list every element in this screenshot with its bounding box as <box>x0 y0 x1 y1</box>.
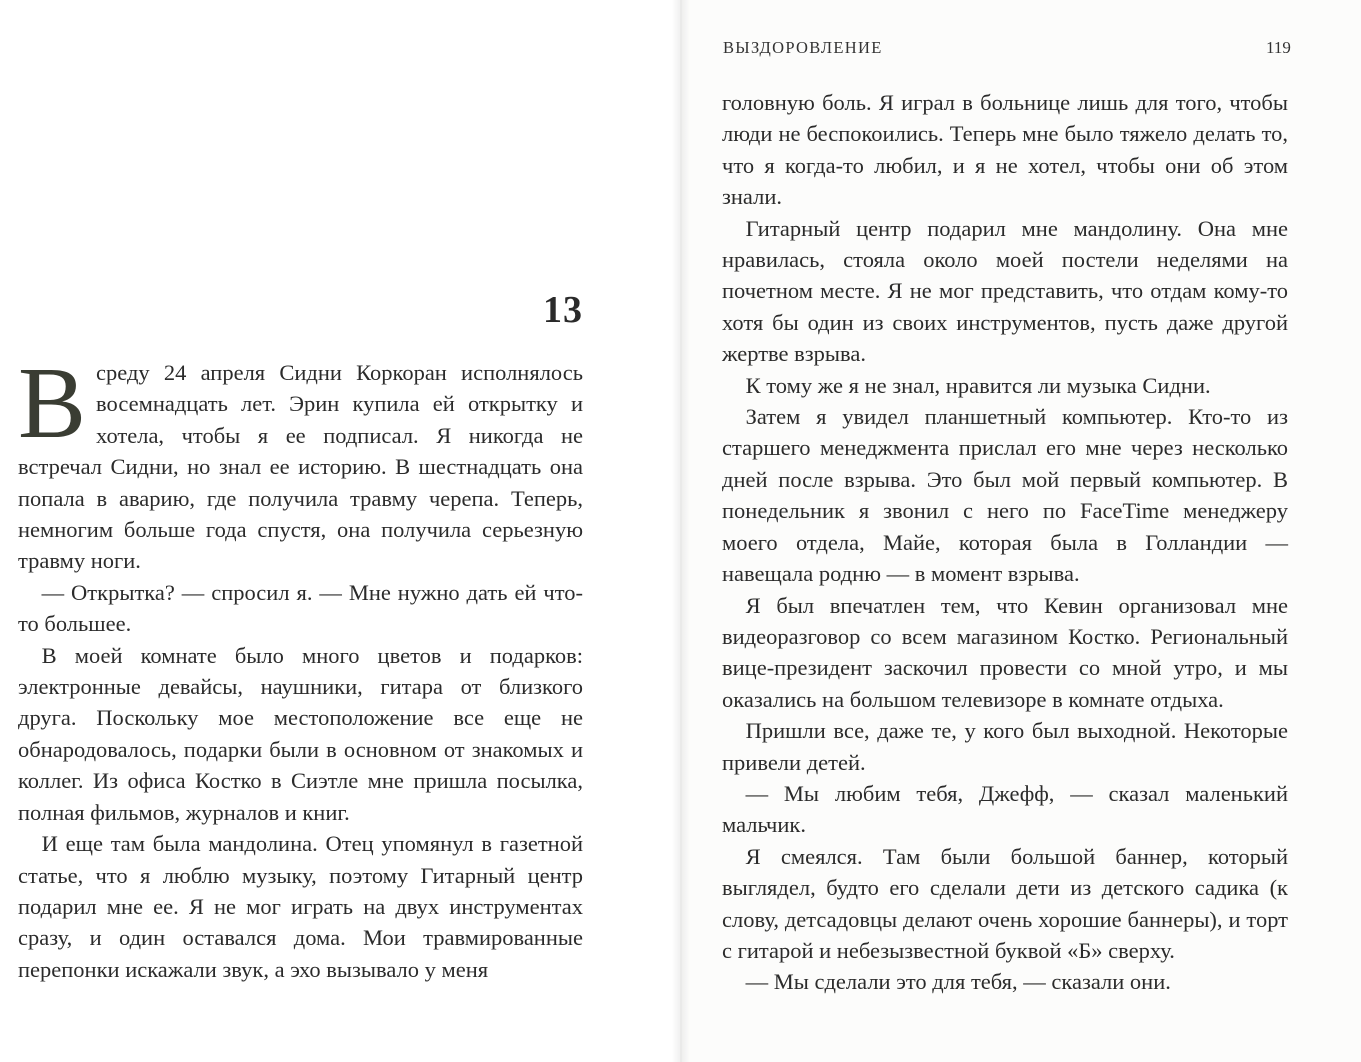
paragraph: головную боль. Я играл в больнице лишь для того, чтобы люди не беспокоились. Теперь мне было тяжело делать то, что я когда-то любил, и я не хотел, чтобы они об этом знали. <box>722 90 1288 210</box>
paragraph: К тому же я не знал, нравится ли музыка Сидни. <box>745 372 1211 398</box>
paragraph: Я был впечатлен тем, что Кевин организовал мне видеоразговор со всем магазином Костко. Региональный вице-президент заскочил провести со мной утро, и мы оказались на большом телевизоре в комнате отдыха. <box>722 592 1288 712</box>
chapter-number: 13 <box>543 289 583 331</box>
paragraph-text: среду 24 апреля Сидни Коркоран исполнялось восемнадцать лет. Эрин купила ей открытку и хотела, чтобы я ее подписал. Я никогда не встречал Сидни, но знал ее историю. В шестнадцать она попала в аварию, где получила травму черепа. Теперь, немногим больше года спустя, она получила серьезную травму ноги. <box>18 360 583 574</box>
right-page-body <box>722 87 1288 998</box>
paragraph: — Мы сделали это для тебя, — сказали они. <box>745 969 1171 995</box>
left-page <box>0 0 680 1062</box>
paragraph: И еще там была мандолина. Отец упомянул в газетной статье, что я люблю музыку, поэтому Гитарный центр подарил мне ее. Я не мог играть на двух инструментах сразу, и один оставался дома. Мои травмированные перепонки искажали звук, а эхо вызывало у меня <box>18 831 583 982</box>
paragraph: Пришли все, даже те, у кого был выходной. Некоторые привели детей. <box>722 718 1288 775</box>
paragraph <box>18 347 583 577</box>
paragraph: — Открытка? — спросил я. — Мне нужно дать ей что-то большее. <box>18 579 583 637</box>
paragraph: Я смеялся. Там были большой баннер, который выглядел, будто его сделали дети из детского садика (к слову, детсадовцы делают очень хорошие баннеры), и торт с гитарой и небезызвестной буквой «Б» сверху. <box>722 843 1288 963</box>
page-gutter <box>672 0 690 1062</box>
running-head: ВЫЗДОРОВЛЕНИЕ <box>723 38 883 57</box>
page-number: 119 <box>1266 38 1291 57</box>
left-page-body <box>18 347 583 985</box>
paragraph: Затем я увидел планшетный компьютер. Кто-то из старшего менеджмента прислал его мне через несколько дней после взрыва. Это был мой первый компьютер. В понедельник я звонил с него по FaceTime менеджеру моего отдела, Майе, которая была в Голландии — навещала родню — в момент взрыва. <box>722 404 1288 587</box>
paragraph: — Мы любим тебя, Джефф, — сказал маленький мальчик. <box>722 780 1288 838</box>
paragraph: В моей комнате было много цветов и подарков: электронные девайсы, наушники, гитара от близкого друга. Поскольку мое местоположение все еще не обнародовалось, подарки были в основном от знакомых и коллег. Из офиса Костко в Сиэтле мне пришла посылка, полная фильмов, журналов и книг. <box>18 642 583 825</box>
drop-cap: В <box>18 347 87 460</box>
paragraph: Гитарный центр подарил мне мандолину. Она мне нравилась, стояла около моей постели неделями на почетном месте. Я не мог представить, что отдам кому-то хотя бы один из своих инструментов, пусть даже другой жертве взрыва. <box>722 215 1288 367</box>
